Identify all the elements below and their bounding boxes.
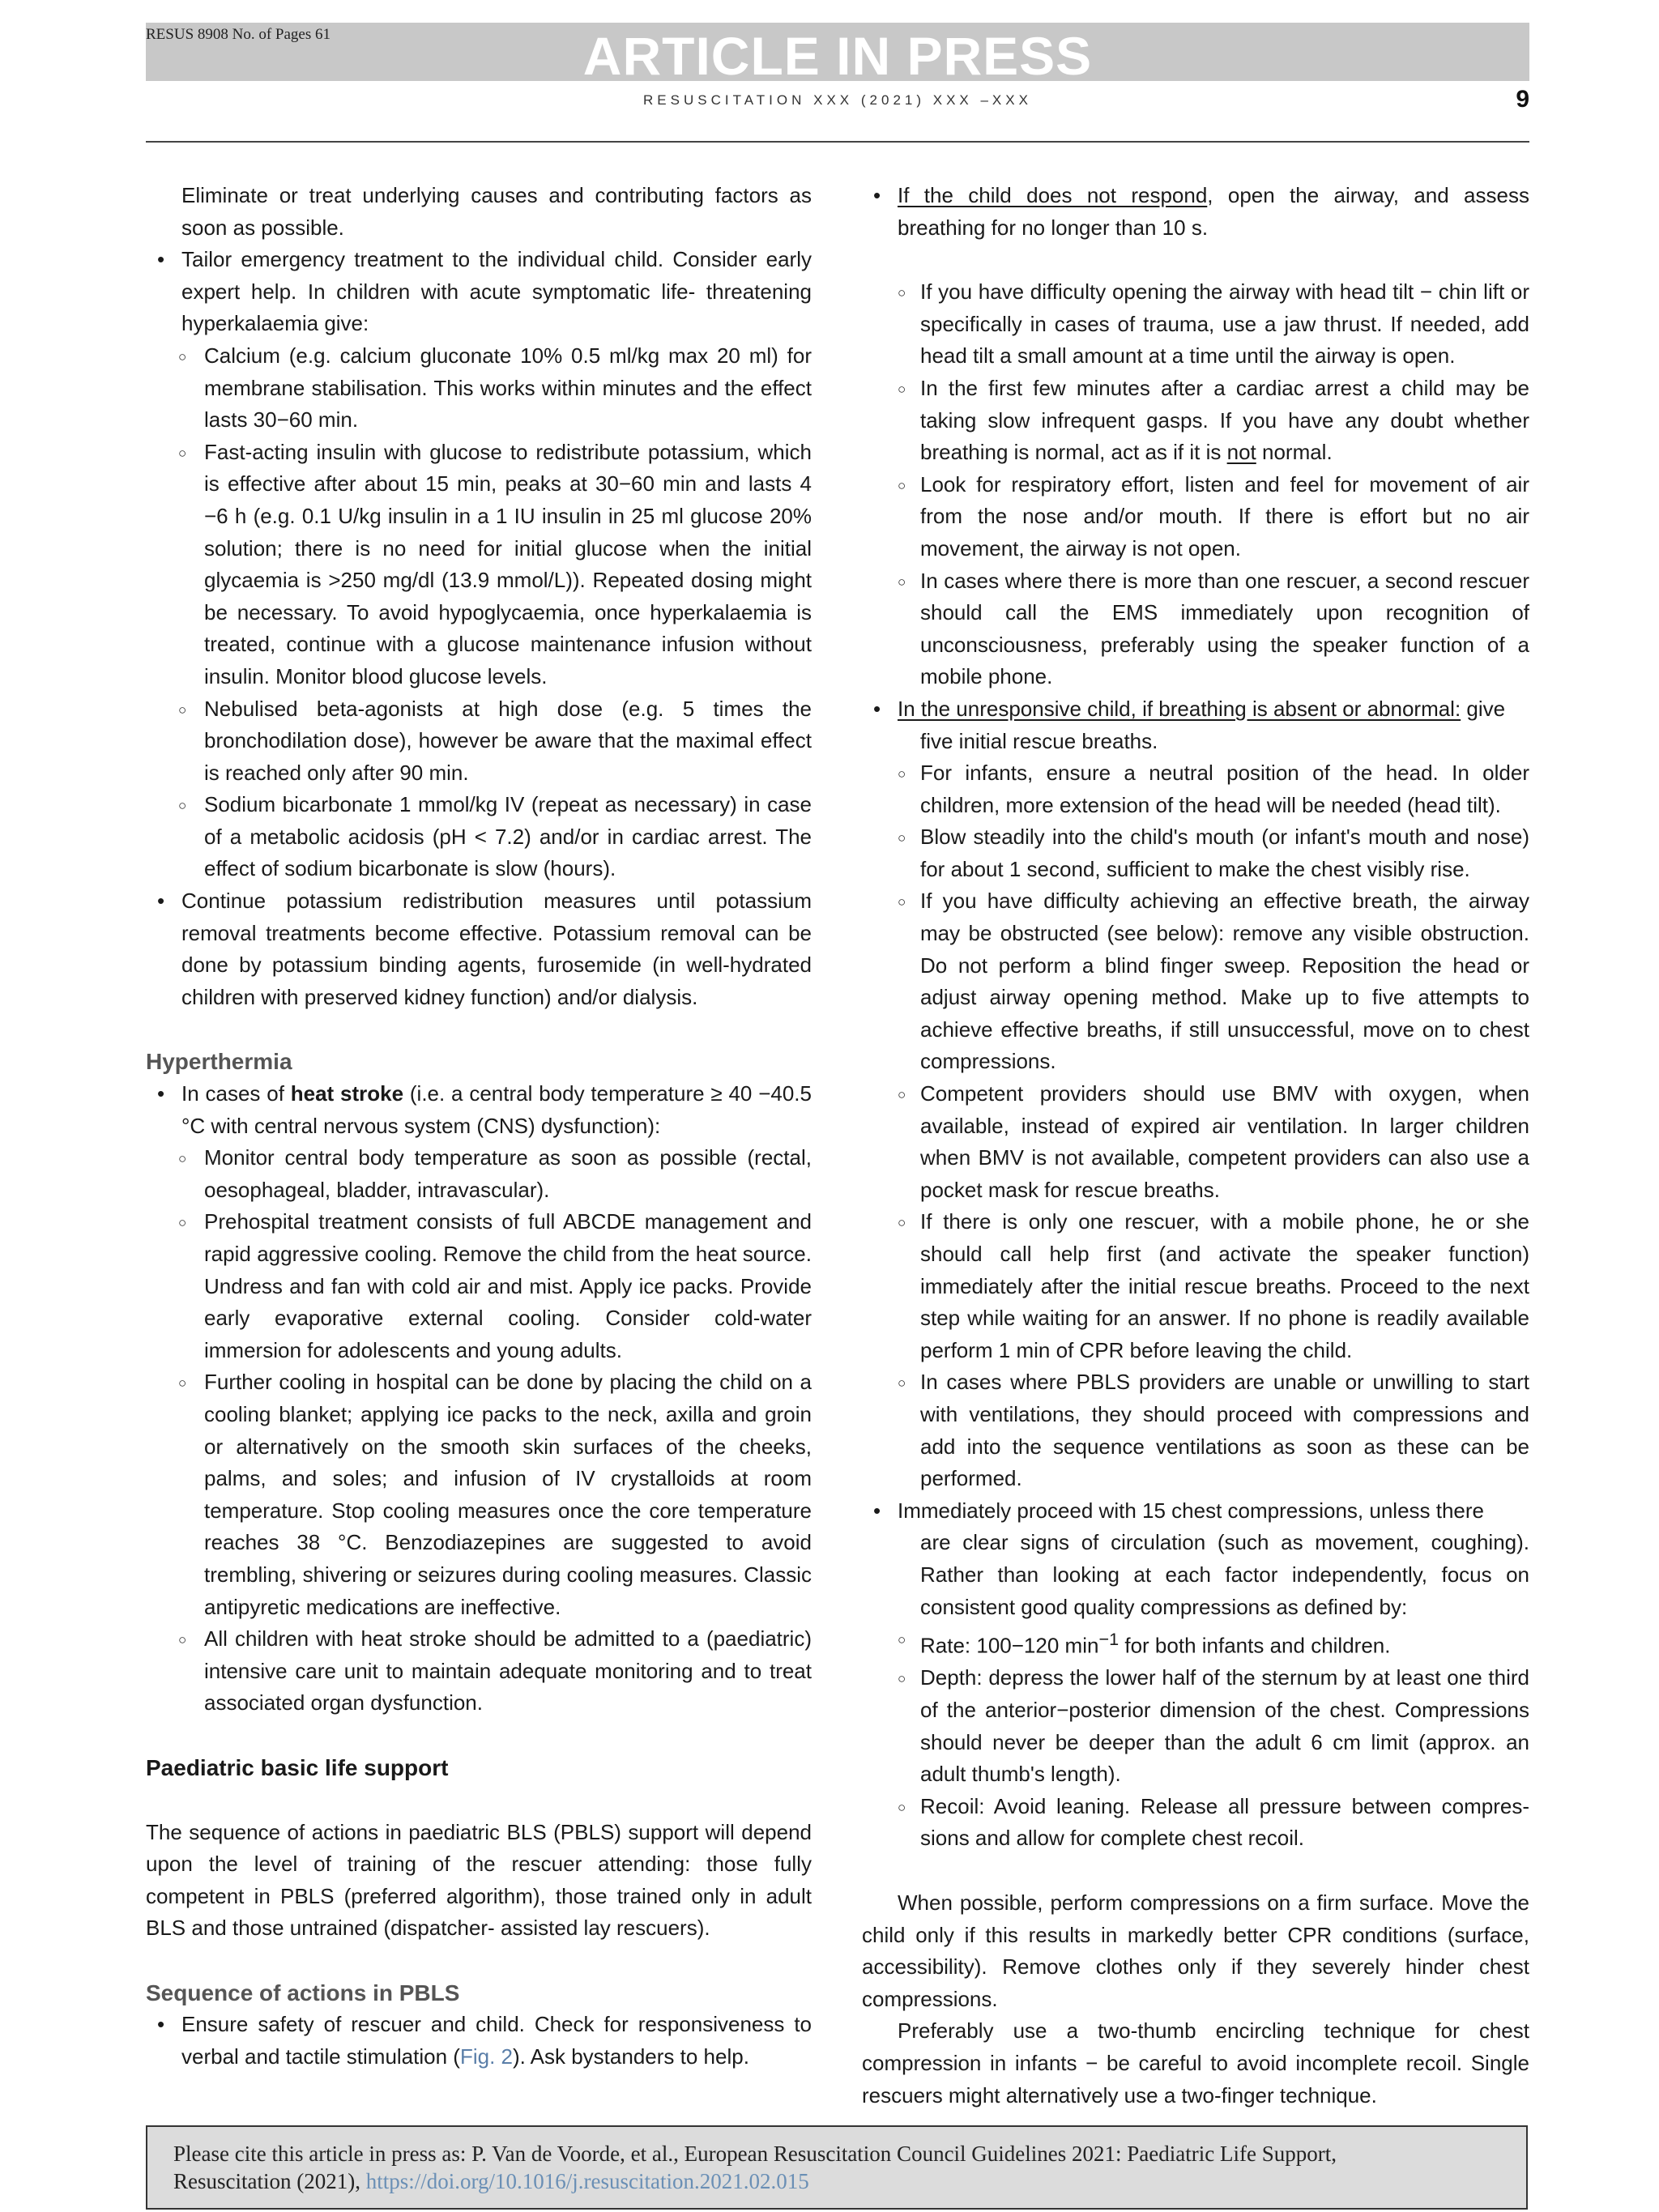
sub-list-item: ○ Look for respiratory effort, listen and feel for movement of air from the nose and/or mouth. If there is effort but no air movement, the airway is not open. (862, 469, 1529, 565)
section-heading: Hyperthermia (146, 1049, 292, 1075)
journal-line: RESUSCITATION XXX (2021) XXX –XXX (643, 92, 1032, 108)
list-item (862, 693, 1529, 726)
text-span: Ensure safety of rescuer and child. Check for responsiveness to verbal and tactile stimulation ( (181, 2012, 812, 2069)
sub-list-item: ○ Fast-acting insulin with glucose to redistribute potassium, which is effective after about 15 min, peaks at 30−60 min and lasts 4 −6 h (e.g. 0.1 U/kg insulin in a 1 IU insulin in 25 ml glucose 20% solution; there is no need for initial glucose when the initial glycaemia is >250 mg/dl (13.9 mmol/L)). Repeated dosing might be necessary. To avoid hypoglycaemia, once hyperkalaemia is treated, continue with a glucose maintenance infusion without insulin. Monitor blood glucose levels. (146, 437, 812, 693)
sub-list-item: ○ Prehospital treatment consists of full ABCDE management and rapid aggressive cooling. Remove the child from the heat source. Undress and fan with cold air and mist. Apply ice packs. Provide early evaporative external cooling. Consider cold-water immersion for adolescents and young adults. (146, 1206, 812, 1366)
sub-list-item: ○ Competent providers should use BMV with oxygen, when available, instead of expired air ventilation. In larger children when BMV is not available, competent providers can also use a pocket mask for rescue breaths. (862, 1078, 1529, 1206)
sub-list-item: ○ Sodium bicarbonate 1 mmol/kg IV (repeat as necessary) in case of a metabolic acidosis (pH < 7.2) and/or in cardiac arrest. The effect of sodium bicarbonate is slow (hours). (146, 789, 812, 885)
sub-list-item: ○ Nebulised beta-agonists at high dose (e.g. 5 times the bronchodilation dose), however be aware that the maximal effect is reached only after 90 min. (146, 693, 812, 790)
section-heading: Sequence of actions in PBLS (146, 1980, 460, 2005)
text-span: (i.e. a central body temperature ≥ 40 −40.5 °C with central nervous system (CNS) dysfunction): (181, 1081, 812, 1138)
text-span: Rate: 100−120 min (920, 1633, 1099, 1658)
sub-list-item: ○ If you have difficulty achieving an effective breath, the airway may be obstructed (see below): remove any visible obstruction. Do not perform a blind finger sweep. Reposition the head or adjust airway opening method. Make up to five attempts to achieve effective breaths, if still unsuccessful, move on to chest compressions. (862, 885, 1529, 1078)
sub-list-item (862, 373, 1529, 469)
superscript: −1 (1098, 1629, 1120, 1650)
sub-list-item: ○ For infants, ensure a neutral position of the head. In older children, more extension of the head will be needed (head tilt). (862, 757, 1529, 821)
section-heading: Paediatric basic life support (146, 1754, 449, 1780)
sub-list-item: ○ If there is only one rescuer, with a mobile phone, he or she should call help first (and activate the speaker function) immediately after the initial rescue breaths. Proceed to the next step while waiting for an answer. If no phone is readily available perform 1 min of CPR before leaving the child. (862, 1206, 1529, 1366)
manuscript-ref: RESUS 8908 No. of Pages 61 (146, 26, 331, 43)
list-item: • Continue potassium redistribution measures until potassium removal treatments become effective. Potassium removal can be done by potassium binding agents, furosemide (in well-hydrated children with preserved kidney function) and/or dialysis. (146, 885, 812, 1013)
sub-list-item: ○ Recoil: Avoid leaning. Release all pressure between compressions and allow for complete chest recoil. (862, 1791, 1529, 1855)
citation-line (173, 2167, 1507, 2195)
bold-term: heat stroke (290, 1081, 404, 1106)
citation-box (146, 2125, 1528, 2210)
paragraph: Preferably use a two-thumb encircling technique for chest compression in infants − be careful to avoid incomplete recoil. Single rescuers might alternatively use a two-finger technique. (862, 2018, 1529, 2108)
list-item (146, 2009, 812, 2073)
sub-list-item: ○ In cases where there is more than one rescuer, a second rescuer should call the EMS immediately upon recognition of unconsciousness, preferably using the speaker function of a mobile phone. (862, 565, 1529, 693)
sub-list-item: ○ If you have difficulty opening the airway with head tilt − chin lift or specifically in cases of trauma, use a jaw thrust. If needed, add head tilt a small amount at a time until the airway is open. (862, 276, 1529, 373)
left-column (146, 180, 812, 2073)
text-span: , open the airway, and assess breathing for no longer than 10 s. (898, 183, 1529, 240)
list-item (146, 1078, 812, 1142)
sub-list-item: ○ Further cooling in hospital can be done by placing the child on a cooling blanket; applying ice packs to the neck, axilla and groin or alternatively on the smooth skin surfaces of the cheeks, palms, and soles; and infusion of IV crystalloids at room temperature. Stop cooling measures once the core temperature reaches 38 °C. Benzodiazepines are suggested to avoid trembling, shivering or seizures during cooling measures. Classic antipyretic medications are ineffective. (146, 1366, 812, 1623)
sub-list-item: ○ Monitor central body temperature as soon as possible (rectal, oesophageal, bladder, intravascular). (146, 1142, 812, 1206)
sub-list-item: ○ Blow steadily into the child's mouth (or infant's mouth and nose) for about 1 second, sufficient to make the chest visibly rise. (862, 821, 1529, 885)
right-column (862, 180, 1529, 2112)
doi-link[interactable]: https://doi.org/10.1016/j.resuscitation.2021.02.015 (365, 2169, 809, 2193)
text-span: ). Ask bystanders to help. (512, 2044, 749, 2069)
sub-list-item: ○ In cases where PBLS providers are unable or unwilling to start with ventilations, they should proceed with compressions and add into the sequence ventilations as soon as these can be performed. (862, 1366, 1529, 1494)
sub-list-item: ○ All children with heat stroke should be admitted to a (paediatric) intensive care unit to maintain adequate monitoring and to treat associated organ dysfunction. (146, 1623, 812, 1720)
text-span: Resuscitation (2021), (173, 2169, 366, 2193)
underlined-text: In the unresponsive child, if breathing is absent or abnormal: (898, 696, 1461, 721)
list-item-continuation: five initial rescue breaths. (920, 728, 1158, 753)
paragraph: Eliminate or treat underlying causes and contributing factors as soon as possible. (181, 183, 812, 240)
page-number: 9 (1516, 86, 1529, 113)
text-span: give (1461, 696, 1506, 721)
list-item: • Tailor emergency treatment to the individual child. Consider early expert help. In children with acute symptomatic life- threatening hyperkalaemia give: (146, 244, 812, 340)
underlined-text: If the child does not respond (898, 183, 1208, 207)
list-item-continuation: are clear signs of circulation (such as movement, coughing). Rather than looking at each factor independently, focus on consistent good quality compressions as defined by: (920, 1530, 1529, 1619)
article-in-press-banner (146, 23, 1529, 86)
sub-list-item: ○ Calcium (e.g. calcium gluconate 10% 0.5 ml/kg max 20 ml) for membrane stabilisation. This works within minutes and the effect lasts 30−60 min. (146, 340, 812, 437)
text-span: normal. (1256, 440, 1333, 465)
paragraph: The sequence of actions in paediatric BLS (PBLS) support will depend upon the level of training of the rescuer attending: those fully competent in PBLS (preferred algorithm), those trained only in adult BLS and those untrained (dispatcher- assisted lay rescuers). (146, 1819, 812, 1941)
text-span: for both infants and children. (1119, 1633, 1391, 1658)
figure-link[interactable]: Fig. 2 (459, 2044, 513, 2069)
list-item: • Immediately proceed with 15 chest compressions, unless there (862, 1495, 1529, 1528)
text-span: In cases of (181, 1081, 291, 1106)
paragraph: When possible, perform compressions on a firm surface. Move the child only if this results in markedly better CPR conditions (surface, accessibility). Remove clothes only if they severely hinder chest compressions. (862, 1890, 1529, 2011)
banner-text: ARTICLE IN PRESS (582, 26, 1093, 86)
citation-line: Please cite this article in press as: P. Van de Voorde, et al., European Resuscitation Council Guidelines 2021: Paediatric Life Support, (173, 2142, 1337, 2166)
header-rule (146, 141, 1529, 143)
underlined-text: not (1226, 440, 1256, 465)
sub-list-item (862, 1623, 1529, 1662)
sub-list-item: ○ Depth: depress the lower half of the sternum by at least one third of the anterior−posterior dimension of the chest. Compressions should never be deeper than the adult 6 cm limit (approx. an adult thumb's length). (862, 1662, 1529, 1790)
list-item (862, 180, 1529, 244)
text-span: In the first few minutes after a cardiac arrest a child may be taking slow infrequent gasps. If you have any doubt whether breathing is normal, act as if it is (920, 375, 1529, 465)
citation-text (173, 2140, 1507, 2195)
